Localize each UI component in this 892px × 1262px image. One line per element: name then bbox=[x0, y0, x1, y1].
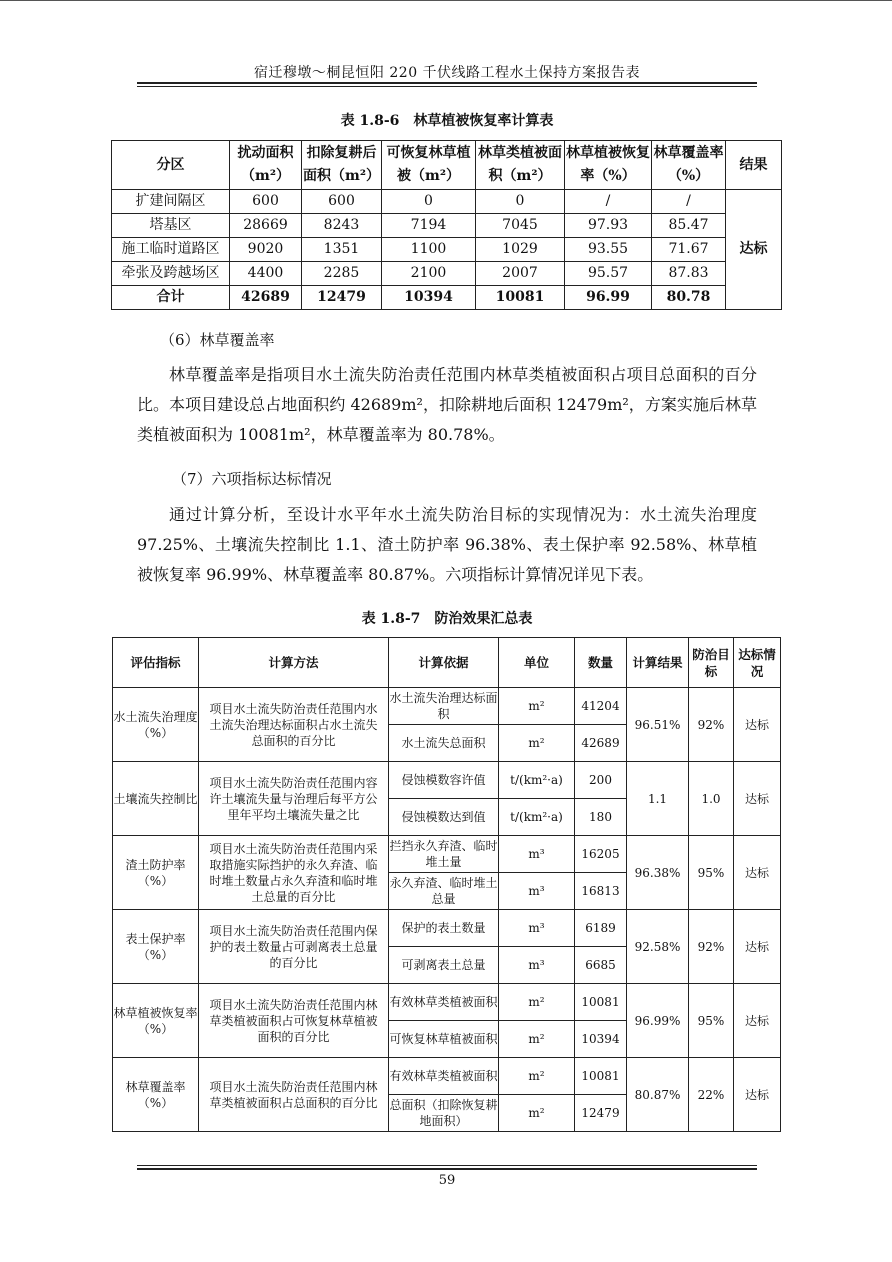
table-cell: 96.99 bbox=[565, 286, 652, 310]
unit-cell: m³ bbox=[499, 873, 575, 910]
table-cell: 85.47 bbox=[652, 214, 726, 238]
table-cell: 12479 bbox=[302, 286, 382, 310]
table1-header-cell: 可恢复林草植被（m²） bbox=[382, 141, 476, 190]
method-cell: 项目水土流失防治责任范围内水土流失治理达标面积占水土流失总面积的百分比 bbox=[199, 688, 389, 762]
calc-result-cell: 1.1 bbox=[627, 762, 689, 836]
basis-cell: 有效林草类植被面积 bbox=[389, 984, 499, 1021]
table-cell: 扩建间隔区 bbox=[112, 190, 230, 214]
table-cell: 8243 bbox=[302, 214, 382, 238]
table-row bbox=[112, 262, 782, 286]
table-cell: 600 bbox=[302, 190, 382, 214]
quantity-cell: 12479 bbox=[575, 1095, 627, 1132]
table-cell: 97.93 bbox=[565, 214, 652, 238]
basis-cell: 侵蚀模数达到值 bbox=[389, 799, 499, 836]
footer-rule-thin bbox=[137, 1165, 757, 1166]
page-number: 59 bbox=[438, 1173, 456, 1188]
basis-cell: 侵蚀模数容许值 bbox=[389, 762, 499, 799]
table-cell: / bbox=[565, 190, 652, 214]
table2-header-cell: 数量 bbox=[575, 638, 627, 688]
table-cell: 10394 bbox=[382, 286, 476, 310]
target-cell: 22% bbox=[689, 1058, 734, 1132]
status-cell: 达标 bbox=[734, 910, 781, 984]
quantity-cell: 10394 bbox=[575, 1021, 627, 1058]
quantity-cell: 6685 bbox=[575, 947, 627, 984]
table-cell: 2100 bbox=[382, 262, 476, 286]
quantity-cell: 10081 bbox=[575, 984, 627, 1021]
table-cell: 42689 bbox=[230, 286, 302, 310]
table-cell: 0 bbox=[476, 190, 565, 214]
table-cell: 7194 bbox=[382, 214, 476, 238]
table-cell: 28669 bbox=[230, 214, 302, 238]
unit-cell: t/(km²·a) bbox=[499, 762, 575, 799]
table-row bbox=[113, 762, 781, 799]
basis-cell: 有效林草类植被面积 bbox=[389, 1058, 499, 1095]
table2-header-row bbox=[113, 638, 781, 688]
table1-header-cell: 扣除复耕后面积（m²） bbox=[302, 141, 382, 190]
vegetation-recovery-table bbox=[111, 140, 782, 310]
table1-caption: 表 1.8-6 林草植被恢复率计算表 bbox=[340, 113, 554, 129]
table2-header-cell: 达标情况 bbox=[734, 638, 781, 688]
unit-cell: m² bbox=[499, 1058, 575, 1095]
table1-header-cell: 林草类植被面积（m²） bbox=[476, 141, 565, 190]
unit-cell: m² bbox=[499, 1021, 575, 1058]
table-row bbox=[113, 688, 781, 725]
table-total-row bbox=[112, 286, 782, 310]
table2-header-cell: 计算依据 bbox=[389, 638, 499, 688]
unit-cell: t/(km²·a) bbox=[499, 799, 575, 836]
quantity-cell: 6189 bbox=[575, 910, 627, 947]
table-cell: 4400 bbox=[230, 262, 302, 286]
table1-header-cell: 扰动面积（m²） bbox=[230, 141, 302, 190]
table-cell: / bbox=[652, 190, 726, 214]
method-cell: 项目水土流失防治责任范围内保护的表土数量占可剥离表土总量的百分比 bbox=[199, 910, 389, 984]
table2-header-cell: 防治目标 bbox=[689, 638, 734, 688]
basis-cell: 水土流失治理达标面积 bbox=[389, 688, 499, 725]
table-row bbox=[112, 214, 782, 238]
table-cell: 93.55 bbox=[565, 238, 652, 262]
target-cell: 92% bbox=[689, 910, 734, 984]
result-cell: 达标 bbox=[726, 190, 782, 310]
table-cell: 合计 bbox=[112, 286, 230, 310]
method-cell: 项目水土流失防治责任范围内林草类植被面积占可恢复林草植被面积的百分比 bbox=[199, 984, 389, 1058]
table2-header-cell: 单位 bbox=[499, 638, 575, 688]
basis-cell: 可恢复林草植被面积 bbox=[389, 1021, 499, 1058]
table2-header-cell: 评估指标 bbox=[113, 638, 199, 688]
table-cell: 2285 bbox=[302, 262, 382, 286]
quantity-cell: 16813 bbox=[575, 873, 627, 910]
table-row bbox=[113, 910, 781, 947]
basis-cell: 可剥离表土总量 bbox=[389, 947, 499, 984]
table-row bbox=[113, 984, 781, 1021]
table-row bbox=[112, 190, 782, 214]
table1-header-cell: 林草植被恢复率（%） bbox=[565, 141, 652, 190]
unit-cell: m² bbox=[499, 1095, 575, 1132]
indicator-cell: 渣土防护率（%） bbox=[113, 836, 199, 910]
calc-result-cell: 96.38% bbox=[627, 836, 689, 910]
section6-heading: （6）林草覆盖率 bbox=[160, 331, 275, 349]
quantity-cell: 16205 bbox=[575, 836, 627, 873]
status-cell: 达标 bbox=[734, 836, 781, 910]
table2-header-cell: 计算方法 bbox=[199, 638, 389, 688]
prevention-summary-table bbox=[112, 637, 781, 1132]
method-cell: 项目水土流失防治责任范围内林草类植被面积占总面积的百分比 bbox=[199, 1058, 389, 1132]
table-cell: 1100 bbox=[382, 238, 476, 262]
table-cell: 10081 bbox=[476, 286, 565, 310]
table-cell: 600 bbox=[230, 190, 302, 214]
section7-heading: （7）六项指标达标情况 bbox=[172, 470, 332, 488]
indicator-cell: 水土流失治理度（%） bbox=[113, 688, 199, 762]
target-cell: 92% bbox=[689, 688, 734, 762]
table-cell: 7045 bbox=[476, 214, 565, 238]
section7-paragraph: 通过计算分析，至设计水平年水土流失防治目标的实现情况为：水土流失治理度 97.25%、土壤流失控制比 1.1、渣土防护率 96.38%、表土保护率 92.58%、林草植被恢复率 96.99%、林草覆盖率 80.87%。六项指标计算情况详见下表。 bbox=[137, 505, 757, 584]
basis-cell: 总面积（扣除恢复耕地面积） bbox=[389, 1095, 499, 1132]
indicator-cell: 表土保护率（%） bbox=[113, 910, 199, 984]
unit-cell: m³ bbox=[499, 947, 575, 984]
table-row bbox=[113, 1058, 781, 1095]
page-top-border bbox=[0, 0, 892, 1]
quantity-cell: 10081 bbox=[575, 1058, 627, 1095]
quantity-cell: 41204 bbox=[575, 688, 627, 725]
quantity-cell: 180 bbox=[575, 799, 627, 836]
table1-header-cell: 结果 bbox=[726, 141, 782, 190]
calc-result-cell: 92.58% bbox=[627, 910, 689, 984]
basis-cell: 保护的表土数量 bbox=[389, 910, 499, 947]
basis-cell: 永久弃渣、临时堆土总量 bbox=[389, 873, 499, 910]
status-cell: 达标 bbox=[734, 984, 781, 1058]
running-header: 宿迁穆墩～桐昆恒阳 220 千伏线路工程水土保持方案报告表 bbox=[253, 65, 641, 81]
section6-paragraph: 林草覆盖率是指项目水土流失防治责任范围内林草类植被面积占项目总面积的百分比。本项目建设总占地面积约 42689m²，扣除耕地后面积 12479m²，方案实施后林草类植被面积为 10081m²，林草覆盖率为 80.78%。 bbox=[137, 365, 757, 444]
table-cell: 9020 bbox=[230, 238, 302, 262]
calc-result-cell: 96.99% bbox=[627, 984, 689, 1058]
status-cell: 达标 bbox=[734, 688, 781, 762]
table-cell: 施工临时道路区 bbox=[112, 238, 230, 262]
table-cell: 牵张及跨越场区 bbox=[112, 262, 230, 286]
basis-cell: 拦挡永久弃渣、临时堆土量 bbox=[389, 836, 499, 873]
footer-rule bbox=[137, 1168, 757, 1170]
unit-cell: m² bbox=[499, 725, 575, 762]
unit-cell: m³ bbox=[499, 836, 575, 873]
target-cell: 1.0 bbox=[689, 762, 734, 836]
table-row bbox=[112, 238, 782, 262]
indicator-cell: 土壤流失控制比 bbox=[113, 762, 199, 836]
table-cell: 塔基区 bbox=[112, 214, 230, 238]
table-cell: 1351 bbox=[302, 238, 382, 262]
target-cell: 95% bbox=[689, 984, 734, 1058]
method-cell: 项目水土流失防治责任范围内采取措施实际挡护的永久弃渣、临时堆土数量占永久弃渣和临时堆土总量的百分比 bbox=[199, 836, 389, 910]
unit-cell: m² bbox=[499, 984, 575, 1021]
table-cell: 0 bbox=[382, 190, 476, 214]
status-cell: 达标 bbox=[734, 762, 781, 836]
unit-cell: m² bbox=[499, 688, 575, 725]
table2-header-cell: 计算结果 bbox=[627, 638, 689, 688]
unit-cell: m³ bbox=[499, 910, 575, 947]
status-cell: 达标 bbox=[734, 1058, 781, 1132]
table-cell: 87.83 bbox=[652, 262, 726, 286]
quantity-cell: 200 bbox=[575, 762, 627, 799]
table-cell: 80.78 bbox=[652, 286, 726, 310]
table-cell: 71.67 bbox=[652, 238, 726, 262]
target-cell: 95% bbox=[689, 836, 734, 910]
table1-header-cell: 分区 bbox=[112, 141, 230, 190]
indicator-cell: 林草植被恢复率（%） bbox=[113, 984, 199, 1058]
quantity-cell: 42689 bbox=[575, 725, 627, 762]
table-row bbox=[113, 836, 781, 873]
indicator-cell: 林草覆盖率（%） bbox=[113, 1058, 199, 1132]
header-rule-thin bbox=[137, 86, 757, 87]
table1-header-cell: 林草覆盖率（%） bbox=[652, 141, 726, 190]
calc-result-cell: 80.87% bbox=[627, 1058, 689, 1132]
table1-header-row bbox=[112, 141, 782, 190]
header-rule bbox=[137, 82, 757, 84]
calc-result-cell: 96.51% bbox=[627, 688, 689, 762]
table-cell: 1029 bbox=[476, 238, 565, 262]
table-cell: 95.57 bbox=[565, 262, 652, 286]
basis-cell: 水土流失总面积 bbox=[389, 725, 499, 762]
method-cell: 项目水土流失防治责任范围内容许土壤流失量与治理后每平方公里年平均土壤流失量之比 bbox=[199, 762, 389, 836]
table2-caption: 表 1.8-7 防治效果汇总表 bbox=[361, 611, 533, 627]
table-cell: 2007 bbox=[476, 262, 565, 286]
